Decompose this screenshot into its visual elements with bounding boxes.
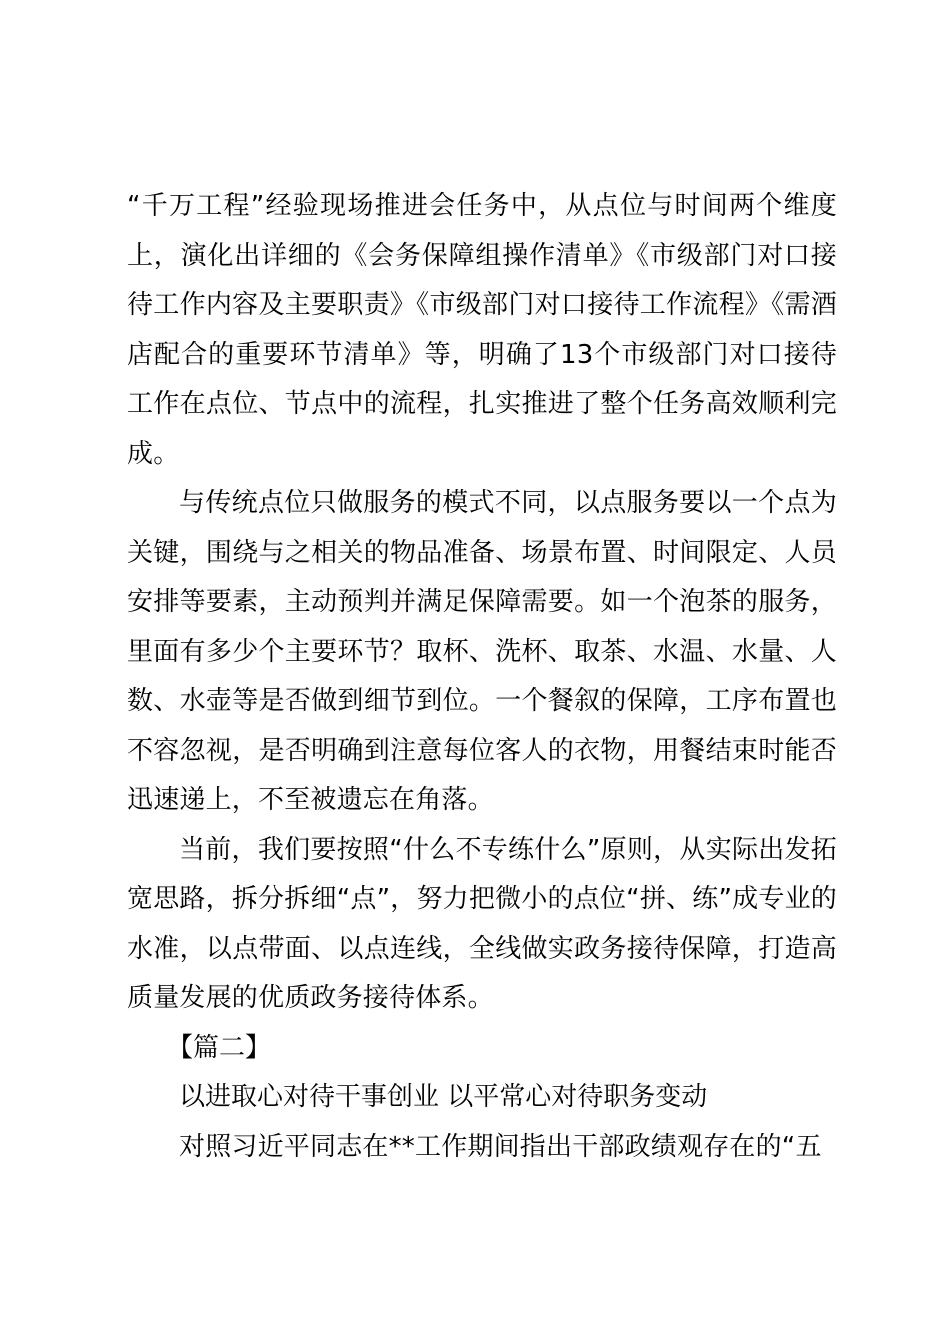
paragraph-1: “千万工程”经验现场推进会任务中，从点位与时间两个维度上，演化出详细的《会务保障组操作清单》《市级部门对口接待工作内容及主要职责》《市级部门对口接待工作流程》《需酒店配合的重要环节清单》等，明确了13个市级部门对口接待工作在点位、节点中的流程，扎实推进了整个任务高效顺利完成。 bbox=[127, 191, 837, 469]
article-title: 以进取心对待干事创业 以平常心对待职务变动 bbox=[179, 1082, 708, 1112]
paragraph-3: 当前，我们要按照“什么不专练什么”原则，从实际出发拓宽思路，拆分拆细“点”，努力把微小的点位“拼、练”成专业的水准，以点带面、以点连线，全线做实政务接待保障，打造高质量发展的优质政务接待体系。 bbox=[127, 834, 837, 1013]
section-heading: 【篇二】 bbox=[167, 1032, 272, 1063]
document-body bbox=[127, 182, 837, 1172]
paragraph-2: 与传统点位只做服务的模式不同，以点服务要以一个点为关键，围绕与之相关的物品准备、场景布置、时间限定、人员安排等要素，主动预判并满足保障需要。如一个泡茶的服务，里面有多少个主要环节？取杯、洗杯、取茶、水温、水量、人数、水壶等是否做到细节到位。一个餐叙的保障，工序布置也不容忽视，是否明确到注意每位客人的衣物，用餐结束时能否迅速递上，不至被遗忘在角落。 bbox=[127, 488, 837, 815]
paragraph-4: 对照习近平同志在**工作期间指出干部政绩观存在的“五 bbox=[179, 1131, 822, 1162]
